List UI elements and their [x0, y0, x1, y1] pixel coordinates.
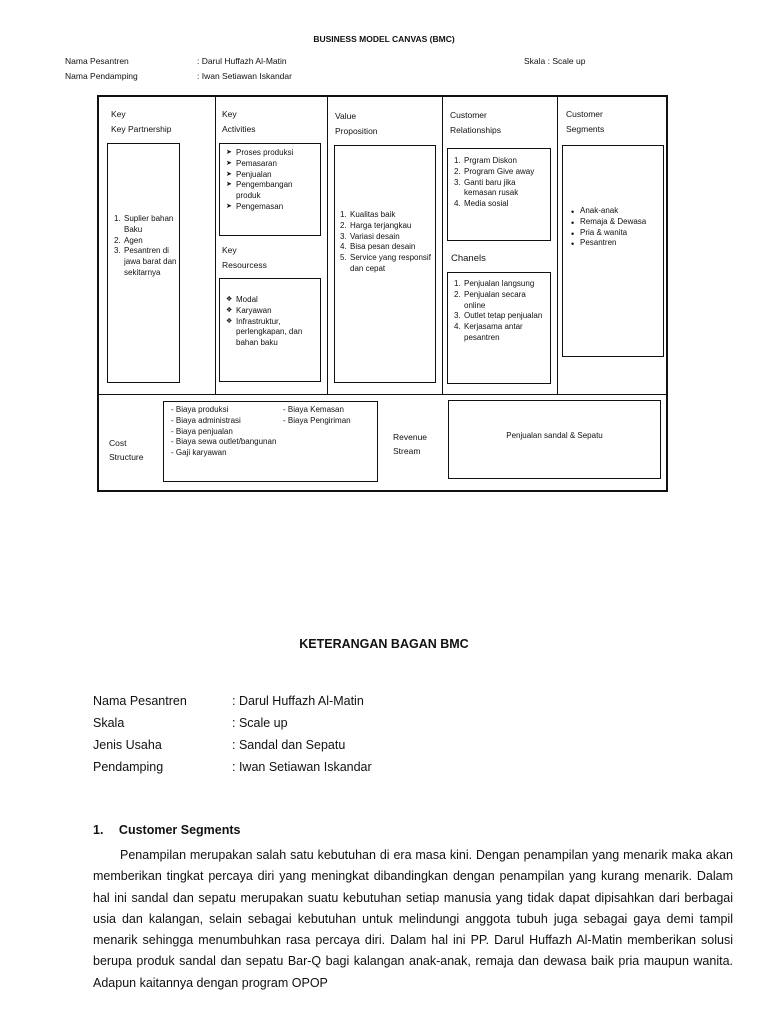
section-paragraph: Penampilan merupakan salah satu kebutuhan di era masa kini. Dengan penampilan yang menarik maka akan memberikan tingkat percaya diri yang meningkat dibandingkan dengan penampilan yang kurang menarik. Dalam hal ini sandal dan sepatu merupakan suatu kebutuhan setiap manusia yang tidak dapat dipisahkan dari berbagai usia dan kalangan, selain sebagai kebutuhan untuk melindungi anggota tubuh juga sebagai gaya demi tampil menarik sehingga menumbuhkan rasa percaya diri. Dalam hal ini PP. Darul Huffazh Al-Matin memberikan solusi berupa produk sandal dan sepatu Bar-Q bagi kalangan anak-anak, remaja dan dewasa baik pria maupun wanita. Adapun kaitannya dengan program OPOP — [93, 848, 733, 990]
list-item: 2. Program Give away — [454, 166, 535, 176]
list-item: • Remaja & Dewasa — [570, 217, 660, 228]
cost-structure-box — [163, 401, 378, 482]
divider — [442, 97, 443, 394]
divider — [215, 97, 216, 394]
list-item: 1. Prgram Diskon — [454, 156, 517, 165]
list-item: 1. Penjualan langsung — [454, 279, 535, 288]
key-activities-label: Key Activities — [222, 109, 256, 134]
list-item: 1. Kualitas baik — [340, 210, 396, 219]
list-item: - Biaya Pengiriman — [283, 415, 351, 425]
list-item: ❖ Infrastruktur, perlengkapan, dan bahan baku — [226, 317, 317, 349]
list-item: 5. Service yang responsif dan cepat — [340, 253, 431, 273]
divider — [99, 394, 666, 395]
revenue-stream-value: Penjualan sandal & Sepatu — [506, 431, 603, 440]
channels-label: Chanels — [451, 253, 486, 264]
channels-box — [447, 272, 551, 384]
revenue-stream-box — [448, 400, 661, 479]
customer-segments-label: Customer Segments — [566, 109, 605, 134]
value-proposition-box — [334, 145, 436, 383]
list-item: ➤ Penjualan — [226, 170, 317, 181]
list-item: 2. Harga terjangkau — [340, 220, 412, 230]
customer-relationships-box — [447, 148, 551, 241]
list-item: - Biaya produksi — [171, 405, 229, 414]
list-item: 2. Penjualan secara online — [454, 289, 526, 310]
list-item: ➤ Proses produksi — [226, 148, 317, 159]
document-title: KETERANGAN BAGAN BMC — [299, 637, 469, 651]
key-activities-box — [219, 143, 321, 236]
list-item: • Anak-anak — [570, 206, 660, 217]
header-skala: Skala : Scale up — [524, 56, 586, 66]
bmc-title: BUSINESS MODEL CANVAS (BMC) — [313, 34, 455, 44]
header-pesantren-label: Nama Pesantren — [65, 56, 129, 66]
list-item: - Gaji karyawan — [171, 448, 227, 458]
key-resources-label: Key Resourcess — [222, 245, 267, 270]
list-item: - Biaya penjualan — [171, 426, 233, 436]
key-partnership-label: Key Key Partnership — [111, 109, 172, 134]
list-item: 4. Media sosial — [454, 199, 509, 209]
value-proposition-label: Value Proposition — [335, 111, 378, 136]
list-item: 3. Ganti baru jika kemasan rusak — [454, 177, 519, 198]
list-item: ➤ Pemasaran — [226, 159, 317, 170]
list-item: ➤ Pengemasan — [226, 202, 317, 213]
header-pendamping-label: Nama Pendamping — [65, 71, 138, 81]
list-item: - Biaya sewa outlet/bangunan — [171, 437, 277, 447]
list-item: ❖ Karyawan — [226, 306, 317, 317]
list-item: 3. Variasi desain — [340, 231, 400, 241]
list-item: ➤ Pengembangan produk — [226, 180, 317, 202]
header-pendamping-value: : Iwan Setiawan Iskandar — [197, 71, 292, 81]
section-heading: 1. Customer Segments — [93, 823, 241, 837]
list-item: • Pesantren — [570, 238, 660, 249]
list-item: 1. Suplier bahan Baku — [114, 214, 174, 234]
revenue-stream-label: Revenue Stream — [393, 432, 428, 456]
list-item: • Pria & wanita — [570, 228, 660, 239]
key-partnership-box — [107, 143, 180, 383]
list-item: 4. Kerjasama antar pesantren — [454, 322, 523, 342]
customer-segments-box — [562, 145, 664, 357]
list-item: - Biaya Kemasan — [283, 405, 344, 414]
bmc-canvas — [97, 95, 668, 492]
list-item: ❖ Modal — [226, 295, 317, 306]
cost-structure-label: Cost Structure — [109, 438, 144, 462]
divider — [327, 97, 328, 394]
key-resources-box — [219, 278, 321, 382]
header-pesantren-value: : Darul Huffazh Al-Matin — [197, 56, 287, 66]
customer-relationships-label: Customer Relationships — [450, 110, 502, 135]
list-item: 3. Outlet tetap penjualan — [454, 311, 543, 321]
divider — [557, 97, 558, 394]
list-item: 4. Bisa pesan desain — [340, 242, 416, 252]
list-item: 3. Pesantren di jawa barat dan sekitarnya — [114, 246, 177, 277]
list-item: - Biaya administrasi — [171, 415, 241, 425]
list-item: 2. Agen — [114, 235, 143, 245]
